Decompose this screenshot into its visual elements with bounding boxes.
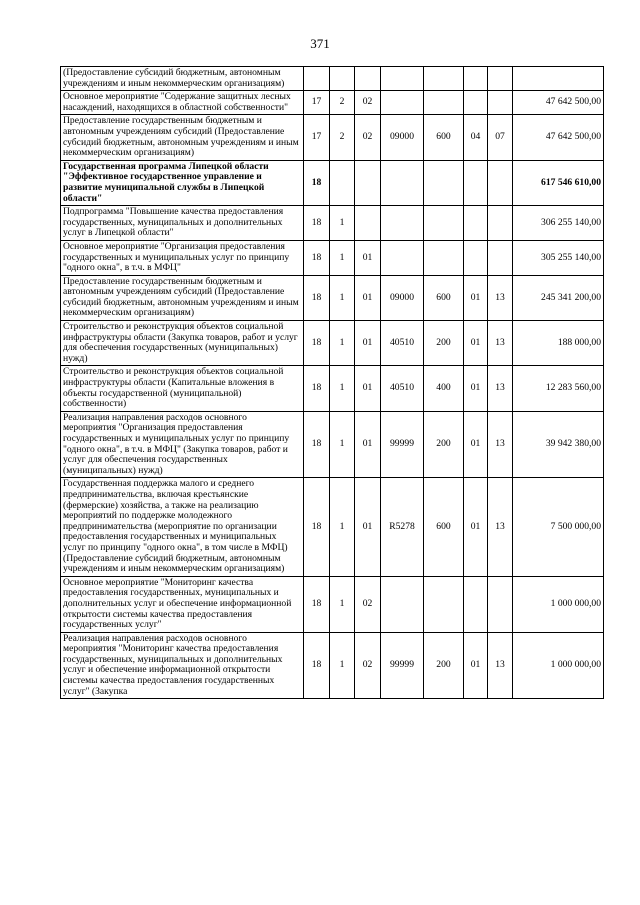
cell-subsection: [488, 576, 513, 632]
cell-expense-type: 200: [424, 321, 464, 366]
cell-subprogram-code: 1: [330, 206, 355, 241]
cell-name: Подпрограмма "Повышение качества предоставления государственных, муниципальных и дополнительных услуг в Липецкой области": [61, 206, 304, 241]
table-row: [61, 321, 604, 366]
cell-measure-code: 01: [355, 411, 381, 478]
cell-name: Основное мероприятие "Мониторинг качества предоставления государственных, муниципальных и дополнительных услуг и обеспечение информационной открытости системы качества предоставления государственных услуг": [61, 576, 304, 632]
cell-measure-code: 01: [355, 240, 381, 275]
cell-subsection: 13: [488, 632, 513, 699]
cell-direction-code: [381, 160, 424, 205]
cell-amount: 12 283 560,00: [513, 366, 604, 411]
cell-subprogram-code: [330, 160, 355, 205]
cell-subprogram-code: 1: [330, 321, 355, 366]
cell-subprogram-code: 1: [330, 275, 355, 320]
cell-name: Основное мероприятие "Организация предоставления государственных и муниципальных услуг по принципу "одного окна", в т.ч. в МФЦ": [61, 240, 304, 275]
cell-amount: 617 546 610,00: [513, 160, 604, 205]
cell-expense-type: 200: [424, 632, 464, 699]
table-body: [61, 67, 604, 699]
cell-section: [464, 240, 488, 275]
cell-name: Предоставление государственным бюджетным и автономным учреждениям субсидий (Предоставление субсидий бюджетным, автономным учреждениям и иным некоммерческим организациям): [61, 115, 304, 160]
cell-name: Реализация направления расходов основного мероприятия "Организация предоставления государственных и муниципальных услуг по принципу "одного окна", в т.ч. в МФЦ" (Закупка товаров, работ и услуг для обеспечения государственных (муниципальных) нужд): [61, 411, 304, 478]
cell-section: [464, 160, 488, 205]
cell-subprogram-code: 1: [330, 240, 355, 275]
cell-name: Государственная программа Липецкой области "Эффективное государственное управление и развитие муниципальной службы в Липецкой области": [61, 160, 304, 205]
cell-amount: 306 255 140,00: [513, 206, 604, 241]
cell-direction-code: [381, 206, 424, 241]
cell-amount: 39 942 380,00: [513, 411, 604, 478]
cell-measure-code: 01: [355, 366, 381, 411]
cell-subsection: 07: [488, 115, 513, 160]
cell-program-code: 18: [304, 576, 330, 632]
table-row: [61, 206, 604, 241]
cell-section: 01: [464, 366, 488, 411]
cell-amount: [513, 67, 604, 91]
cell-name: Строительство и реконструкция объектов социальной инфраструктуры области (Закупка товаров, работ и услуг для обеспечения государственных (муниципальных) нужд): [61, 321, 304, 366]
cell-subprogram-code: 1: [330, 632, 355, 699]
cell-subsection: [488, 240, 513, 275]
table-row: [61, 275, 604, 320]
cell-subsection: 13: [488, 366, 513, 411]
cell-direction-code: 99999: [381, 632, 424, 699]
table-row: [61, 67, 604, 91]
cell-section: [464, 67, 488, 91]
cell-amount: 7 500 000,00: [513, 478, 604, 576]
table-row: [61, 411, 604, 478]
cell-subsection: 13: [488, 411, 513, 478]
cell-expense-type: [424, 206, 464, 241]
cell-direction-code: 09000: [381, 275, 424, 320]
cell-expense-type: [424, 576, 464, 632]
cell-expense-type: [424, 240, 464, 275]
cell-amount: 1 000 000,00: [513, 576, 604, 632]
cell-amount: 1 000 000,00: [513, 632, 604, 699]
cell-measure-code: 02: [355, 91, 381, 115]
cell-amount: 47 642 500,00: [513, 115, 604, 160]
cell-direction-code: [381, 67, 424, 91]
table-row: [61, 115, 604, 160]
cell-program-code: 18: [304, 366, 330, 411]
cell-name: Предоставление государственным бюджетным и автономным учреждениям субсидий (Предоставление субсидий бюджетным, автономным учреждениям и иным некоммерческим организациям): [61, 275, 304, 320]
cell-name: Основное мероприятие "Содержание защитных лесных насаждений, находящихся в областной собственности": [61, 91, 304, 115]
cell-section: [464, 91, 488, 115]
cell-measure-code: [355, 67, 381, 91]
cell-program-code: 18: [304, 206, 330, 241]
cell-program-code: 18: [304, 478, 330, 576]
cell-expense-type: 600: [424, 478, 464, 576]
cell-program-code: 18: [304, 160, 330, 205]
budget-table: [60, 66, 604, 699]
cell-direction-code: R5278: [381, 478, 424, 576]
cell-program-code: [304, 67, 330, 91]
table-row: [61, 576, 604, 632]
cell-section: 01: [464, 632, 488, 699]
table-row: [61, 632, 604, 699]
cell-expense-type: 200: [424, 411, 464, 478]
cell-measure-code: [355, 206, 381, 241]
cell-name: Реализация направления расходов основного мероприятия "Мониторинг качества предоставления государственных, муниципальных и дополнительных услуг и обеспечение информационной открытости системы качества предоставления государственных услуг" (Закупка: [61, 632, 304, 699]
cell-subsection: [488, 160, 513, 205]
cell-direction-code: [381, 91, 424, 115]
cell-measure-code: 01: [355, 321, 381, 366]
table-row: [61, 240, 604, 275]
cell-measure-code: 01: [355, 478, 381, 576]
cell-amount: 305 255 140,00: [513, 240, 604, 275]
cell-program-code: 18: [304, 240, 330, 275]
cell-subsection: [488, 206, 513, 241]
cell-expense-type: [424, 91, 464, 115]
cell-section: [464, 206, 488, 241]
cell-measure-code: 02: [355, 115, 381, 160]
cell-direction-code: [381, 240, 424, 275]
cell-subprogram-code: 2: [330, 91, 355, 115]
table-row: [61, 160, 604, 205]
cell-expense-type: [424, 160, 464, 205]
cell-section: 04: [464, 115, 488, 160]
cell-direction-code: 99999: [381, 411, 424, 478]
cell-expense-type: 600: [424, 275, 464, 320]
cell-name: Строительство и реконструкция объектов социальной инфраструктуры области (Капитальные вложения в объекты государственной (муниципальной) собственности): [61, 366, 304, 411]
cell-measure-code: 02: [355, 632, 381, 699]
table-row: [61, 91, 604, 115]
cell-expense-type: [424, 67, 464, 91]
cell-amount: 188 000,00: [513, 321, 604, 366]
cell-program-code: 18: [304, 321, 330, 366]
cell-measure-code: 01: [355, 275, 381, 320]
cell-program-code: 17: [304, 91, 330, 115]
cell-expense-type: 600: [424, 115, 464, 160]
cell-section: 01: [464, 275, 488, 320]
cell-amount: 47 642 500,00: [513, 91, 604, 115]
cell-direction-code: 40510: [381, 321, 424, 366]
cell-subprogram-code: [330, 67, 355, 91]
cell-name: Государственная поддержка малого и среднего предпринимательства, включая крестьянские (фермерские) хозяйства, а также на реализацию мероприятий по поддержке молодежного предпринимательства (мероприятие по организации предоставления государственных и муниципальных услуг по принципу "одного окна", в том числе в МФЦ) (Предоставление субсидий бюджетным, автономным учреждениям и иным некоммерческим организациям): [61, 478, 304, 576]
cell-direction-code: 09000: [381, 115, 424, 160]
cell-program-code: 18: [304, 411, 330, 478]
cell-section: [464, 576, 488, 632]
cell-amount: 245 341 200,00: [513, 275, 604, 320]
cell-expense-type: 400: [424, 366, 464, 411]
cell-subsection: 13: [488, 478, 513, 576]
page-number: 371: [310, 36, 330, 51]
cell-subprogram-code: 1: [330, 478, 355, 576]
cell-direction-code: [381, 576, 424, 632]
table-row: [61, 366, 604, 411]
cell-measure-code: [355, 160, 381, 205]
cell-program-code: 17: [304, 115, 330, 160]
cell-section: 01: [464, 478, 488, 576]
cell-subprogram-code: 1: [330, 366, 355, 411]
cell-direction-code: 40510: [381, 366, 424, 411]
cell-subsection: 13: [488, 275, 513, 320]
cell-program-code: 18: [304, 632, 330, 699]
cell-subprogram-code: 1: [330, 411, 355, 478]
cell-name: (Предоставление субсидий бюджетным, автономным учреждениям и иным некоммерческим организациям): [61, 67, 304, 91]
table-row: [61, 478, 604, 576]
cell-subsection: 13: [488, 321, 513, 366]
cell-section: 01: [464, 411, 488, 478]
cell-subsection: [488, 91, 513, 115]
cell-subprogram-code: 2: [330, 115, 355, 160]
cell-measure-code: 02: [355, 576, 381, 632]
cell-subsection: [488, 67, 513, 91]
cell-section: 01: [464, 321, 488, 366]
cell-program-code: 18: [304, 275, 330, 320]
cell-subprogram-code: 1: [330, 576, 355, 632]
